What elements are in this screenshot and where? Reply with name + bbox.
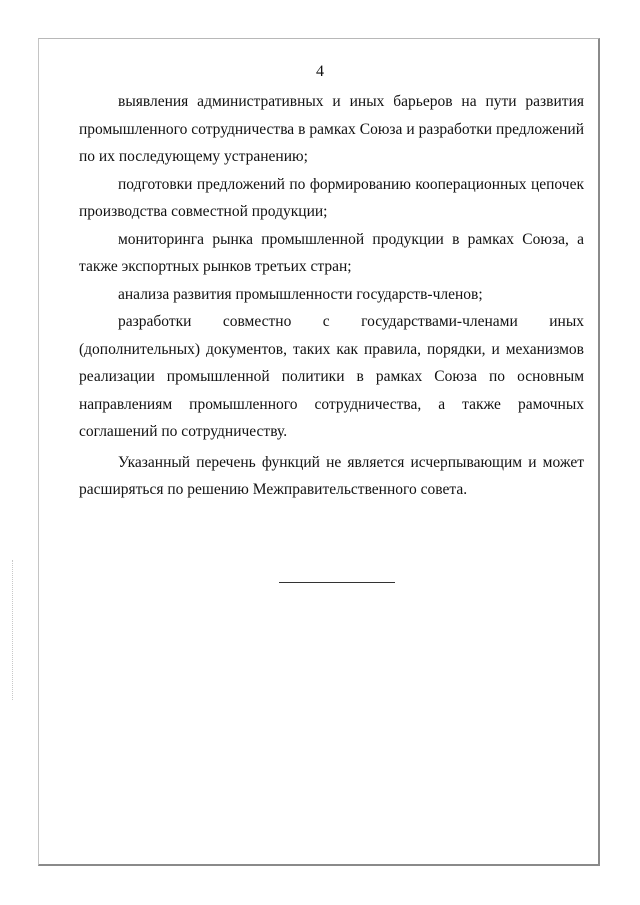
paragraph-market-monitoring: мониторинга рынка промышленной продукции в рамках Союза, а также экспортных рынков третьих стран;	[79, 230, 584, 275]
page-number: 4	[316, 63, 324, 80]
paragraph-documents-development: разработки совместно с государствами-членами иных (дополнительных) документов, таких как правила, порядки, и механизмов реализации промышленной политики в рамках Союза по основным направлениям промышленного сотрудничества, а также рамочных соглашений по сотрудничеству.	[79, 313, 584, 440]
paragraph-barriers: выявления административных и иных барьеров на пути развития промышленного сотрудничества в рамках Союза и разработки предложений по их последующему устранению;	[79, 93, 584, 165]
scan-artifact	[12, 560, 15, 700]
paragraph-industry-analysis: анализа развития промышленности государств-членов;	[118, 285, 483, 303]
closing-divider	[279, 582, 395, 583]
paragraph-cooperation-chains: подготовки предложений по формированию кооперационных цепочек производства совместной продукции;	[79, 175, 584, 220]
document-body	[79, 88, 584, 504]
paragraph-functions-list-note: Указанный перечень функций не является исчерпывающим и может расширяться по решению Межправительственного совета.	[79, 453, 584, 498]
